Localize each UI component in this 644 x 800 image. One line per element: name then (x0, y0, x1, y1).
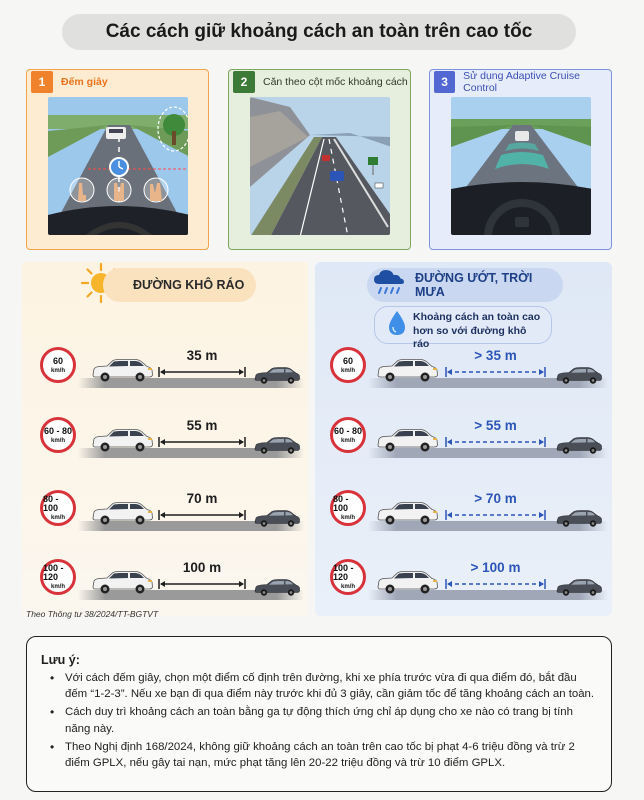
speed-limit-sign (40, 347, 76, 383)
method-number: 3 (434, 71, 455, 93)
method-label: Căn theo cột mốc khoảng cách (263, 76, 408, 88)
distance-arrow (445, 509, 546, 521)
distance-arrow (158, 578, 246, 590)
car-icon (555, 578, 603, 596)
dry-road-label: ĐƯỜNG KHÔ RÁO (103, 268, 256, 302)
car-icon (555, 366, 603, 384)
safe-distance-value: 100 m (182, 560, 222, 575)
method-number: 1 (31, 71, 53, 93)
speed-value: 100 - 120 (43, 563, 64, 582)
water-drop-icon (387, 309, 407, 337)
car-icon (253, 578, 301, 596)
speed-unit: km/h (50, 437, 65, 444)
stopwatch-icon (110, 158, 128, 176)
car-icon (90, 358, 154, 382)
car-icon (375, 428, 439, 452)
speed-value: 60 - 80 (43, 425, 73, 436)
speed-limit-sign (40, 559, 76, 595)
source-note: Theo Thông tư 38/2024/TT-BGTVT (26, 609, 159, 619)
speed-unit: km/h (340, 367, 355, 374)
speed-limit-sign (330, 417, 366, 453)
safe-distance-value: > 100 m (470, 560, 521, 575)
distance-arrow (158, 366, 246, 378)
page-title: Các cách giữ khoảng cách an toàn trên cao tốc (62, 14, 576, 50)
speed-limit-sign (330, 347, 366, 383)
speed-value: 100 - 120 (333, 563, 354, 582)
car-icon (375, 501, 439, 525)
wet-road-label: ĐƯỜNG ƯỚT, TRỜI MƯA (367, 268, 563, 302)
safe-distance-value: > 70 m (474, 491, 517, 506)
method-card-count-seconds (26, 69, 209, 250)
distance-arrow (158, 436, 246, 448)
car-icon (555, 509, 603, 527)
speed-limit-sign (40, 490, 76, 526)
speed-limit-sign (40, 417, 76, 453)
speed-value: 60 (52, 355, 63, 366)
safe-distance-value: 55 m (186, 418, 218, 433)
speed-limit-sign (330, 490, 366, 526)
car-icon (253, 366, 301, 384)
speed-value: 80 - 100 (333, 494, 349, 513)
distance-markers-illustration (250, 97, 390, 235)
car-icon (90, 570, 154, 594)
note-item: • Với cách đếm giây, chọn một điểm cố định trên đường, khi xe phía trước vừa đi qua điểm đó, bắt đầu đếm “1-2-3”. Nếu xe bạn đi qua điểm này trước khi đủ 3 giây, cần giảm tốc để tăng khoảng cách an toàn. (41, 670, 597, 702)
speed-value: 60 (342, 355, 353, 366)
note-item: • Theo Nghị định 168/2024, không giữ khoảng cách an toàn trên cao tốc bị phạt 4-6 triệu đồng và trừ 2 điểm GPLX, nếu gây tai nạn, mức phạt tăng lên 20-22 triệu đồng và trừ 10 điểm GPLX. (41, 739, 597, 771)
car-icon (253, 509, 301, 527)
safe-distance-value: > 55 m (474, 418, 517, 433)
car-icon (375, 570, 439, 594)
wet-note-line-2: hơn so với đường khô ráo (413, 324, 527, 351)
car-icon (90, 428, 154, 452)
car-icon (90, 501, 154, 525)
note-item: • Cách duy trì khoảng cách an toàn bằng ga tự động thích ứng chỉ áp dụng cho xe nào có trang bị tính năng này. (41, 704, 597, 736)
safe-distance-value: 70 m (186, 491, 218, 506)
speed-unit: km/h (340, 584, 355, 590)
speed-value: 80 - 100 (43, 494, 59, 513)
speed-unit: km/h (340, 515, 355, 521)
safe-distance-value: > 35 m (474, 348, 517, 363)
car-icon (375, 358, 439, 382)
method-card-adaptive-cruise (429, 69, 612, 250)
speed-value: 60 - 80 (333, 425, 363, 436)
notes-title: Lưu ý: (41, 653, 80, 667)
method-card-distance-markers (228, 69, 411, 250)
car-icon (555, 436, 603, 454)
count-seconds-illustration (48, 97, 188, 235)
distance-arrow (445, 366, 546, 378)
car-icon (253, 436, 301, 454)
speed-unit: km/h (50, 584, 65, 590)
distance-arrow (445, 578, 546, 590)
distance-arrow (158, 509, 246, 521)
wet-note-line-1: Khoảng cách an toàn cao (413, 311, 541, 323)
safe-distance-value: 35 m (186, 348, 218, 363)
method-number: 2 (233, 71, 255, 93)
speed-unit: km/h (340, 437, 355, 444)
rain-cloud-icon (372, 268, 406, 298)
speed-limit-sign (330, 559, 366, 595)
notes-list (41, 670, 597, 771)
adaptive-cruise-illustration (451, 97, 591, 235)
method-label: Đếm giây (61, 76, 108, 88)
notes-box (26, 636, 612, 792)
method-label: Sử dụng Adaptive Cruise Control (463, 70, 580, 94)
speed-unit: km/h (50, 367, 65, 374)
distance-arrow (445, 436, 546, 448)
speed-unit: km/h (50, 515, 65, 521)
